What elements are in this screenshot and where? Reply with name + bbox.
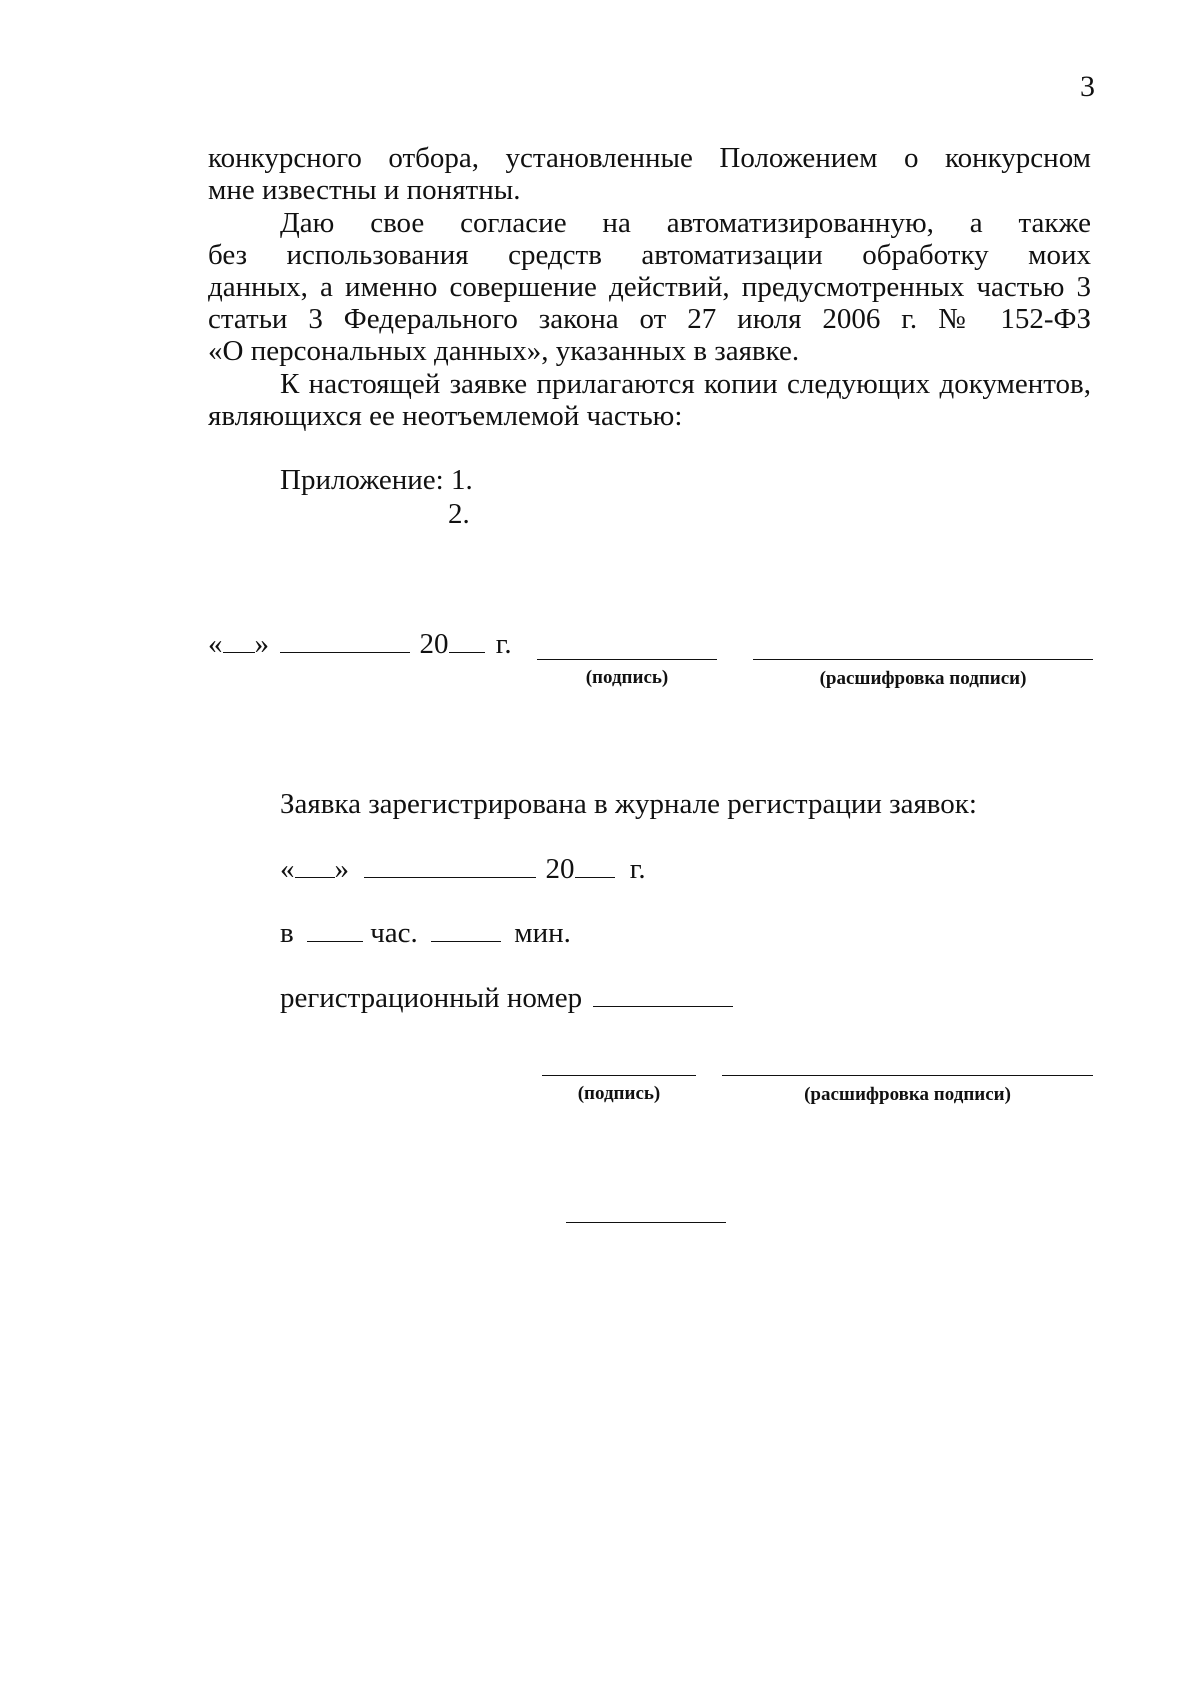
text-line: мне известны и понятны.	[208, 174, 521, 206]
attachment-item-2: 2.	[448, 498, 470, 530]
year-blank[interactable]	[575, 855, 615, 878]
text-line: статьи 3 Федерального закона от 27 июля 2006 г. № 152-ФЗ	[208, 303, 1091, 335]
page-number: 3	[1080, 70, 1095, 103]
text-line: конкурсного отбора, установленные Положением о конкурсном	[208, 142, 1091, 174]
attachments-label: Приложение: 1.	[280, 464, 473, 496]
minutes-label: мин.	[514, 917, 571, 949]
paragraph-consent	[208, 207, 1091, 367]
applicant-date-line	[208, 628, 512, 661]
registration-number-line	[280, 982, 733, 1015]
hours-label: час.	[370, 917, 418, 949]
text-line: без использования средств автоматизации обработку моих	[208, 239, 1091, 271]
text-line: К настоящей заявке прилагаются копии следующих документов,	[280, 368, 1091, 400]
day-blank[interactable]	[295, 855, 335, 878]
quote-close: »	[254, 628, 269, 660]
year-prefix: 20	[419, 628, 449, 660]
quote-open: «	[208, 628, 223, 660]
year-suffix: г.	[495, 628, 512, 660]
paragraph-continuation	[208, 142, 1091, 206]
registrar-decode-caption: (расшифровка подписи)	[804, 1084, 1011, 1105]
time-prefix: в	[280, 917, 294, 949]
applicant-signature-caption: (подпись)	[585, 667, 669, 688]
registrar-signature-caption: (подпись)	[577, 1083, 661, 1104]
text-line: данных, а именно совершение действий, предусмотренных частью 3	[208, 271, 1091, 303]
month-blank[interactable]	[364, 855, 536, 878]
minutes-blank[interactable]	[431, 919, 501, 942]
text-line: являющихся ее неотъемлемой частью:	[208, 400, 683, 432]
registration-date-line	[280, 853, 646, 886]
year-blank[interactable]	[449, 630, 485, 653]
registrar-decode-line[interactable]	[722, 1075, 1093, 1076]
month-blank[interactable]	[280, 630, 410, 653]
registrar-signature-line[interactable]	[542, 1075, 696, 1076]
text-line: «О персональных данных», указанных в заявке.	[208, 335, 800, 367]
quote-close: »	[334, 853, 349, 885]
applicant-decode-line[interactable]	[753, 659, 1093, 660]
quote-open: «	[280, 853, 295, 885]
registration-number-label: регистрационный номер	[280, 982, 583, 1014]
applicant-signature-line[interactable]	[537, 659, 717, 660]
year-prefix: 20	[545, 853, 575, 885]
text-line: Даю свое согласие на автоматизированную, а также	[280, 207, 1091, 239]
registration-time-line	[280, 917, 571, 950]
closing-separator-line	[566, 1222, 726, 1223]
registration-heading: Заявка зарегистрирована в журнале регистрации заявок:	[280, 788, 977, 820]
day-blank[interactable]	[223, 630, 255, 653]
year-suffix: г.	[629, 853, 646, 885]
applicant-decode-caption: (расшифровка подписи)	[819, 668, 1027, 689]
hours-blank[interactable]	[307, 919, 363, 942]
paragraph-attachments-intro	[208, 368, 1091, 432]
registration-number-blank[interactable]	[593, 984, 733, 1007]
